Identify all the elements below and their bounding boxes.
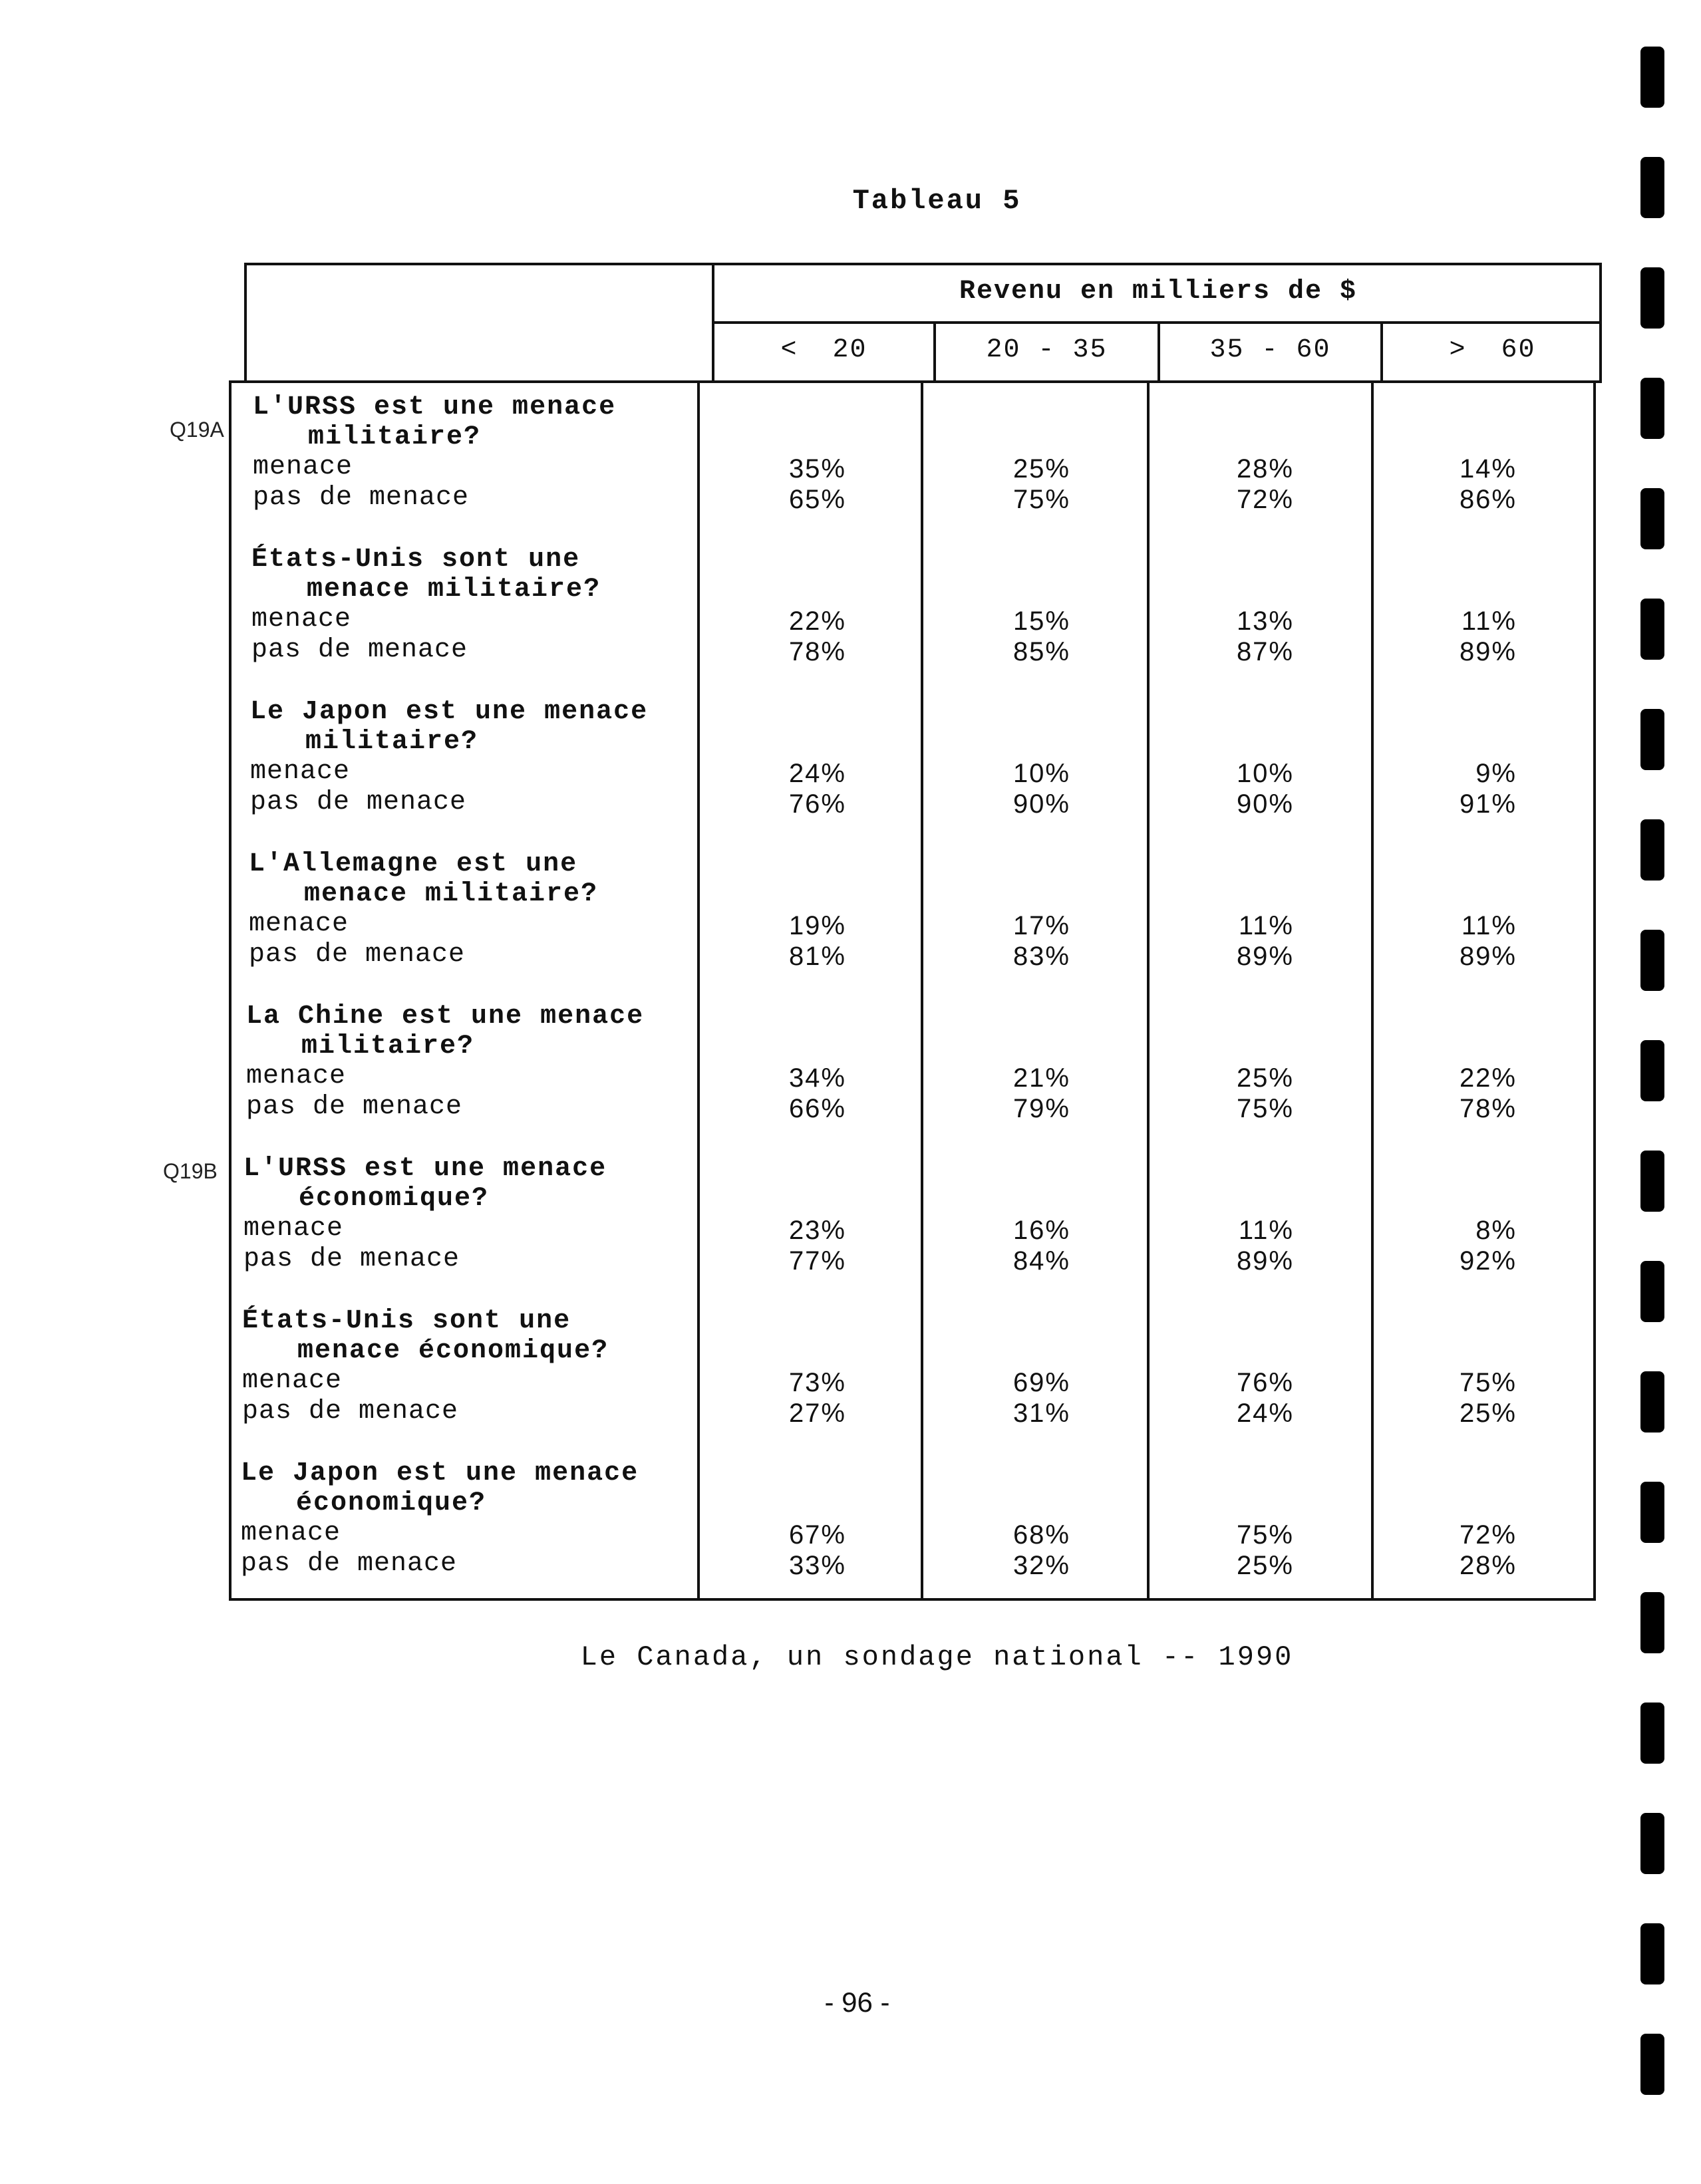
- question-line-2: militaire?: [305, 727, 479, 757]
- question-line-1: L'URSS est une menace: [253, 392, 617, 422]
- row-label-pas-de-menace: pas de menace: [242, 1397, 459, 1427]
- question-line-2: économique?: [296, 1488, 487, 1518]
- header-income: Revenu en milliers de $: [959, 277, 1358, 307]
- table-cell: 87%: [1236, 637, 1294, 666]
- question-line-1: États-Unis sont une: [251, 545, 581, 575]
- table-cell: 81%: [788, 942, 846, 971]
- table-cell: 15%: [1012, 607, 1070, 636]
- table-cell: 25%: [1012, 454, 1070, 483]
- table-cell: 16%: [1012, 1216, 1070, 1245]
- table-cell: 66%: [788, 1094, 846, 1123]
- table-cell: 78%: [788, 637, 846, 666]
- question-line-1: L'Allemagne est une: [249, 849, 578, 879]
- binding-mark: [1640, 930, 1664, 991]
- body-separator-3: [1371, 380, 1374, 1601]
- row-label-pas-de-menace: pas de menace: [250, 787, 467, 817]
- table-cell: 72%: [1459, 1520, 1517, 1550]
- table-cell: 34%: [788, 1063, 846, 1093]
- table-cell: 90%: [1012, 789, 1070, 819]
- question-line-1: Le Japon est une menace: [241, 1458, 639, 1488]
- table-cell: 11%: [1461, 911, 1517, 940]
- table-cell: 65%: [788, 485, 846, 514]
- row-label-pas-de-menace: pas de menace: [251, 635, 468, 665]
- row-label-menace: menace: [253, 452, 353, 482]
- table-cell: 75%: [1459, 1368, 1517, 1397]
- question-line-1: États-Unis sont une: [242, 1306, 571, 1336]
- table-cell: 75%: [1012, 485, 1070, 514]
- binding-mark: [1640, 1592, 1664, 1653]
- table-title: Tableau 5: [852, 185, 1022, 217]
- binding-mark: [1640, 819, 1664, 881]
- row-label-menace: menace: [249, 909, 349, 939]
- row-label-menace: menace: [241, 1518, 341, 1548]
- table-cell: 73%: [788, 1368, 846, 1397]
- question-line-1: La Chine est une menace: [246, 1002, 645, 1031]
- header-col-4: > 60: [1449, 335, 1536, 365]
- binding-mark: [1640, 599, 1664, 660]
- table-cell: 24%: [788, 759, 846, 788]
- table-cell: 31%: [1012, 1399, 1070, 1428]
- row-label-pas-de-menace: pas de menace: [249, 940, 466, 970]
- body-separator-1: [921, 380, 923, 1601]
- table-cell: 91%: [1459, 789, 1517, 819]
- table-cell: 90%: [1236, 789, 1294, 819]
- header-col-1: < 20: [780, 335, 867, 365]
- table-cell: 22%: [788, 607, 846, 636]
- body-separator-2: [1147, 380, 1150, 1601]
- row-label-pas-de-menace: pas de menace: [246, 1092, 463, 1122]
- table-cell: 24%: [1236, 1399, 1294, 1428]
- table-cell: 89%: [1236, 1246, 1294, 1276]
- table-cell: 21%: [1012, 1063, 1070, 1093]
- row-label-pas-de-menace: pas de menace: [243, 1244, 460, 1274]
- table-cell: 75%: [1236, 1520, 1294, 1550]
- binding-mark: [1640, 1482, 1664, 1543]
- table-cell: 25%: [1459, 1399, 1517, 1428]
- binding-mark: [1640, 267, 1664, 329]
- table-cell: 72%: [1236, 485, 1294, 514]
- table-cell: 68%: [1012, 1520, 1070, 1550]
- question-line-2: économique?: [299, 1184, 490, 1214]
- table-cell: 8%: [1475, 1216, 1517, 1245]
- table-cell: 32%: [1012, 1551, 1070, 1580]
- table-cell: 14%: [1459, 454, 1517, 483]
- table-cell: 77%: [788, 1246, 846, 1276]
- row-label-pas-de-menace: pas de menace: [253, 483, 470, 513]
- table-cell: 9%: [1475, 759, 1517, 788]
- table-cell: 69%: [1012, 1368, 1070, 1397]
- row-label-menace: menace: [246, 1061, 347, 1091]
- table-cell: 11%: [1238, 911, 1294, 940]
- table-cell: 25%: [1236, 1063, 1294, 1093]
- header-col-3: 35 - 60: [1209, 335, 1331, 365]
- table-cell: 23%: [788, 1216, 846, 1245]
- binding-mark: [1640, 1371, 1664, 1433]
- question-line-1: L'URSS est une menace: [243, 1154, 607, 1184]
- table-cell: 76%: [1236, 1368, 1294, 1397]
- question-line-2: militaire?: [308, 422, 482, 452]
- table-cell: 11%: [1461, 607, 1517, 636]
- table-cell: 10%: [1012, 759, 1070, 788]
- table-cell: 33%: [788, 1551, 846, 1580]
- table-cell: 28%: [1236, 454, 1294, 483]
- question-line-1: Le Japon est une menace: [250, 697, 649, 727]
- row-label-menace: menace: [251, 605, 352, 634]
- binding-mark: [1640, 157, 1664, 218]
- question-code-q19b: Q19B: [163, 1159, 218, 1183]
- header-col-2: 20 - 35: [986, 335, 1108, 365]
- binding-mark: [1640, 2034, 1664, 2095]
- table-cell: 67%: [788, 1520, 846, 1550]
- question-line-2: menace militaire?: [307, 575, 601, 605]
- row-label-menace: menace: [242, 1366, 343, 1396]
- binding-mark: [1640, 1151, 1664, 1212]
- binding-mark: [1640, 1703, 1664, 1764]
- table-cell: 28%: [1459, 1551, 1517, 1580]
- row-label-pas-de-menace: pas de menace: [241, 1549, 458, 1579]
- binding-mark: [1640, 1261, 1664, 1322]
- row-label-menace: menace: [250, 757, 351, 787]
- table-cell: 13%: [1236, 607, 1294, 636]
- table-cell: 83%: [1012, 942, 1070, 971]
- question-line-2: menace militaire?: [304, 879, 599, 909]
- table-cell: 78%: [1459, 1094, 1517, 1123]
- table-cell: 84%: [1012, 1246, 1070, 1276]
- table-cell: 92%: [1459, 1246, 1517, 1276]
- table-cell: 11%: [1238, 1216, 1294, 1245]
- table-cell: 25%: [1236, 1551, 1294, 1580]
- binding-mark: [1640, 1923, 1664, 1984]
- table-cell: 89%: [1236, 942, 1294, 971]
- question-line-2: menace économique?: [297, 1336, 609, 1366]
- table-cell: 86%: [1459, 485, 1517, 514]
- table-cell: 35%: [788, 454, 846, 483]
- table-cell: 76%: [788, 789, 846, 819]
- question-code-q19a: Q19A: [170, 418, 224, 442]
- binding-mark: [1640, 47, 1664, 108]
- table-cell: 79%: [1012, 1094, 1070, 1123]
- table-cell: 19%: [788, 911, 846, 940]
- table-cell: 75%: [1236, 1094, 1294, 1123]
- body-separator-label: [697, 380, 700, 1601]
- page-number: - 96 -: [824, 1986, 890, 2018]
- binding-mark: [1640, 709, 1664, 770]
- table-cell: 22%: [1459, 1063, 1517, 1093]
- binding-mark: [1640, 378, 1664, 439]
- table-cell: 27%: [788, 1399, 846, 1428]
- question-line-2: militaire?: [301, 1031, 475, 1061]
- table-cell: 17%: [1012, 911, 1070, 940]
- table-cell: 89%: [1459, 942, 1517, 971]
- row-label-menace: menace: [243, 1214, 344, 1244]
- binding-mark: [1640, 1040, 1664, 1101]
- binding-mark: [1640, 488, 1664, 549]
- header-divider: [712, 321, 1602, 324]
- table-cell: 85%: [1012, 637, 1070, 666]
- binding-mark: [1640, 1813, 1664, 1874]
- table-cell: 10%: [1236, 759, 1294, 788]
- table-cell: 89%: [1459, 637, 1517, 666]
- source-note: Le Canada, un sondage national -- 1990: [580, 1641, 1294, 1673]
